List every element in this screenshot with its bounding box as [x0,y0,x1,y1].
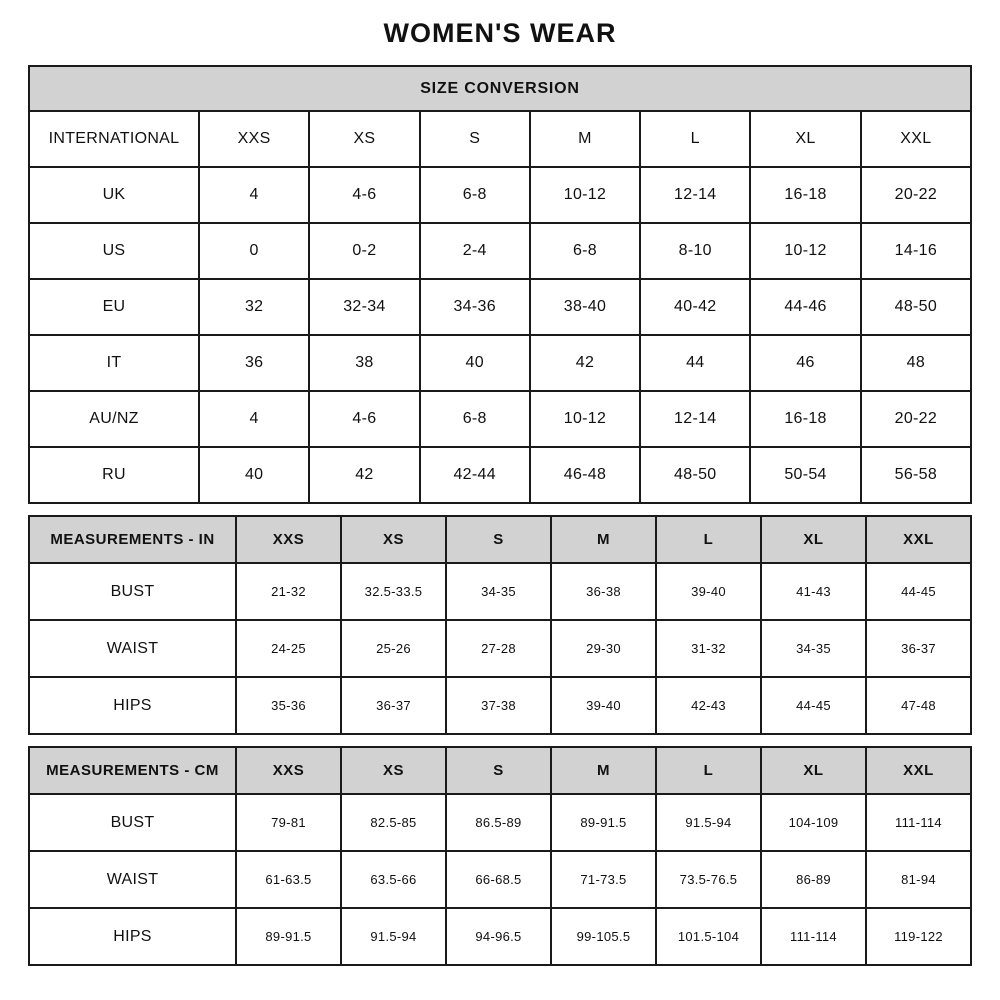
value-cell: 24-25 [236,620,341,677]
value-cell: 34-35 [761,620,866,677]
row-hips-cm [29,908,971,965]
column-header-xxs: XXS [236,516,341,563]
value-cell: 42 [309,447,419,503]
column-header-xl: XL [750,111,860,167]
value-cell: 111-114 [866,794,971,851]
column-header-xxl: XXL [866,747,971,794]
value-cell: 4-6 [309,391,419,447]
measurements-in-title: MEASUREMENTS - IN [29,516,236,563]
value-cell: 86.5-89 [446,794,551,851]
column-header-l: L [656,747,761,794]
value-cell: 44-45 [866,563,971,620]
value-cell: 36-37 [866,620,971,677]
value-cell: 6-8 [420,167,530,223]
value-cell: 89-91.5 [236,908,341,965]
row-label: US [29,223,199,279]
value-cell: 8-10 [640,223,750,279]
row-label: WAIST [29,851,236,908]
measurements-cm-header-row [29,747,971,794]
value-cell: 48-50 [640,447,750,503]
value-cell: 39-40 [656,563,761,620]
measurements-in-header-row [29,516,971,563]
value-cell: 14-16 [861,223,971,279]
value-cell: 6-8 [420,391,530,447]
value-cell: 12-14 [640,391,750,447]
value-cell: 10-12 [750,223,860,279]
column-header-l: L [656,516,761,563]
row-label: WAIST [29,620,236,677]
value-cell: 32-34 [309,279,419,335]
column-header-international: INTERNATIONAL [29,111,199,167]
row-label: IT [29,335,199,391]
column-header-xl: XL [761,747,866,794]
value-cell: 38 [309,335,419,391]
value-cell: 34-36 [420,279,530,335]
row-bust-in [29,563,971,620]
row-label: AU/NZ [29,391,199,447]
value-cell: 40 [199,447,309,503]
value-cell: 36-38 [551,563,656,620]
value-cell: 0 [199,223,309,279]
row-waist-cm [29,851,971,908]
column-header-xxl: XXL [861,111,971,167]
page-title: WOMEN'S WEAR [383,18,617,48]
row-label: BUST [29,794,236,851]
column-header-xxl: XXL [866,516,971,563]
value-cell: 42-44 [420,447,530,503]
row-label: HIPS [29,908,236,965]
value-cell: 66-68.5 [446,851,551,908]
value-cell: 79-81 [236,794,341,851]
value-cell: 32 [199,279,309,335]
value-cell: 101.5-104 [656,908,761,965]
value-cell: 10-12 [530,391,640,447]
column-header-m: M [530,111,640,167]
value-cell: 48 [861,335,971,391]
value-cell: 16-18 [750,391,860,447]
value-cell: 37-38 [446,677,551,734]
row-label: EU [29,279,199,335]
value-cell: 21-32 [236,563,341,620]
row-label: BUST [29,563,236,620]
row-label: UK [29,167,199,223]
column-header-xs: XS [341,516,446,563]
row-waist-in [29,620,971,677]
column-header-m: M [551,516,656,563]
value-cell: 32.5-33.5 [341,563,446,620]
value-cell: 41-43 [761,563,866,620]
row-label: HIPS [29,677,236,734]
value-cell: 86-89 [761,851,866,908]
value-cell: 16-18 [750,167,860,223]
value-cell: 91.5-94 [656,794,761,851]
column-header-s: S [446,747,551,794]
size-conversion-banner: SIZE CONVERSION [29,66,971,111]
column-header-m: M [551,747,656,794]
row-aunz [29,391,971,447]
measurements-cm-title: MEASUREMENTS - CM [29,747,236,794]
value-cell: 63.5-66 [341,851,446,908]
value-cell: 94-96.5 [446,908,551,965]
value-cell: 36-37 [341,677,446,734]
value-cell: 111-114 [761,908,866,965]
value-cell: 47-48 [866,677,971,734]
column-header-s: S [420,111,530,167]
column-header-xs: XS [309,111,419,167]
size-conversion-header-row [29,111,971,167]
value-cell: 38-40 [530,279,640,335]
value-cell: 29-30 [551,620,656,677]
value-cell: 89-91.5 [551,794,656,851]
value-cell: 4 [199,391,309,447]
value-cell: 48-50 [861,279,971,335]
value-cell: 25-26 [341,620,446,677]
column-header-xxs: XXS [236,747,341,794]
value-cell: 40-42 [640,279,750,335]
measurements-in-table [28,515,972,735]
value-cell: 42 [530,335,640,391]
measurements-cm-table [28,746,972,966]
value-cell: 50-54 [750,447,860,503]
row-ru [29,447,971,503]
value-cell: 44-46 [750,279,860,335]
value-cell: 46-48 [530,447,640,503]
value-cell: 61-63.5 [236,851,341,908]
value-cell: 71-73.5 [551,851,656,908]
row-uk [29,167,971,223]
column-header-xs: XS [341,747,446,794]
value-cell: 27-28 [446,620,551,677]
value-cell: 20-22 [861,167,971,223]
size-conversion-table [28,65,972,504]
row-hips-in [29,677,971,734]
row-bust-cm [29,794,971,851]
value-cell: 4-6 [309,167,419,223]
value-cell: 12-14 [640,167,750,223]
column-header-xl: XL [761,516,866,563]
value-cell: 0-2 [309,223,419,279]
value-cell: 36 [199,335,309,391]
value-cell: 4 [199,167,309,223]
column-header-s: S [446,516,551,563]
value-cell: 31-32 [656,620,761,677]
row-label: RU [29,447,199,503]
value-cell: 10-12 [530,167,640,223]
column-header-xxs: XXS [199,111,309,167]
size-conversion-banner-row [29,66,971,111]
value-cell: 46 [750,335,860,391]
row-it [29,335,971,391]
value-cell: 82.5-85 [341,794,446,851]
row-us [29,223,971,279]
value-cell: 73.5-76.5 [656,851,761,908]
value-cell: 35-36 [236,677,341,734]
value-cell: 6-8 [530,223,640,279]
value-cell: 20-22 [861,391,971,447]
value-cell: 91.5-94 [341,908,446,965]
value-cell: 34-35 [446,563,551,620]
value-cell: 39-40 [551,677,656,734]
value-cell: 40 [420,335,530,391]
value-cell: 99-105.5 [551,908,656,965]
value-cell: 44 [640,335,750,391]
value-cell: 81-94 [866,851,971,908]
value-cell: 2-4 [420,223,530,279]
value-cell: 44-45 [761,677,866,734]
value-cell: 56-58 [861,447,971,503]
column-header-l: L [640,111,750,167]
row-eu [29,279,971,335]
value-cell: 42-43 [656,677,761,734]
value-cell: 119-122 [866,908,971,965]
value-cell: 104-109 [761,794,866,851]
